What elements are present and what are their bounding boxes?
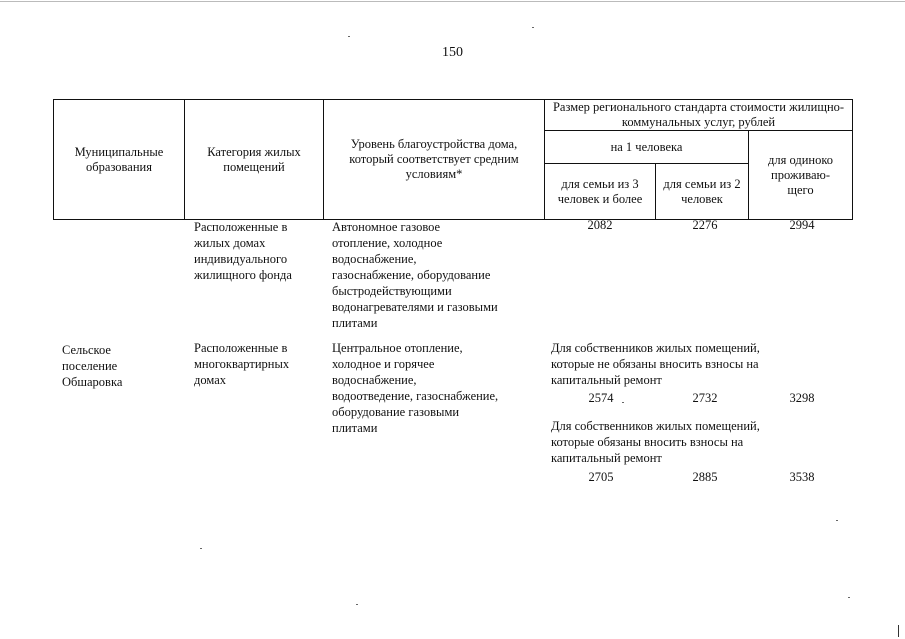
level-line: водоотведение, газоснабжение, [332, 389, 499, 403]
municipality-line: поселение [62, 359, 118, 373]
header-border-right [852, 99, 853, 220]
level-line: Автономное газовое [332, 220, 441, 234]
note-obliged-line: капитальный ремонт [551, 451, 662, 465]
header-border-left [53, 99, 54, 220]
level-line: плитами [332, 421, 378, 435]
header-category: Категория жилых помещений [207, 144, 301, 174]
value-family-2: 2885 [692, 470, 718, 484]
scan-speck [532, 27, 534, 28]
value-single: 2994 [789, 218, 815, 232]
scan-speck [848, 597, 850, 598]
header-single: для одиноко проживаю-щего [767, 152, 834, 197]
scan-speck [622, 402, 624, 403]
category-line: Расположенные в [194, 341, 288, 355]
value-family-3: 2705 [588, 470, 614, 484]
value-family-3: 2574 [588, 391, 614, 405]
level-line: Центральное отопление, [332, 341, 463, 355]
scan-edge-mark [898, 625, 899, 637]
page-number: 150 [442, 45, 463, 60]
header-standard-size: Размер регионального стандарта стоимости жилищно-коммунальных услуг, рублей [552, 100, 845, 129]
level-line: водоснабжение, [332, 252, 417, 266]
category-line: жилых домах [194, 236, 266, 250]
header-per-person: на 1 человека [610, 139, 683, 154]
municipality-line: Сельское [62, 343, 111, 357]
note-not-obliged-line: Для собственников жилых помещений, [551, 341, 760, 355]
level-line: газоснабжение, оборудование [332, 268, 491, 282]
value-family-2: 2732 [692, 391, 718, 405]
scan-speck [348, 36, 350, 37]
category-line: жилищного фонда [194, 268, 292, 282]
value-single: 3298 [789, 391, 815, 405]
header-amenity-level: Уровень благоустройства дома, который соответствует средним условиям* [349, 137, 519, 181]
value-family-3: 2082 [587, 218, 613, 232]
header-municipality: Муниципальные образования [74, 144, 164, 174]
scan-speck [200, 548, 202, 549]
header-border-2 [184, 99, 185, 220]
category-line: Расположенные в [194, 220, 288, 234]
level-line: водоснабжение, [332, 373, 417, 387]
level-line: холодное и горячее [332, 357, 435, 371]
level-line: быстродействующими [332, 284, 452, 298]
note-obliged-line: которые обязаны вносить взносы на [551, 435, 744, 449]
level-line: отопление, холодное [332, 236, 443, 250]
value-single: 3538 [789, 470, 815, 484]
level-line: водонагревателями и газовыми [332, 300, 498, 314]
category-line: многоквартирных [194, 357, 290, 371]
municipality-line: Обшаровка [62, 375, 123, 389]
scan-speck [356, 604, 358, 605]
value-family-2: 2276 [692, 218, 718, 232]
note-not-obliged-line: капитальный ремонт [551, 373, 662, 387]
header-family-2: для семьи из 2 человек [663, 176, 741, 206]
header-border-6 [748, 130, 749, 220]
level-line: оборудование газовыми [332, 405, 460, 419]
category-line: индивидуального [194, 252, 288, 266]
note-obliged-line: Для собственников жилых помещений, [551, 419, 760, 433]
scan-top-edge [0, 1, 905, 2]
scan-speck [836, 520, 838, 521]
note-not-obliged-line: которые не обязаны вносить взносы на [551, 357, 759, 371]
header-border-3 [323, 99, 324, 220]
category-line: домах [194, 373, 226, 387]
header-family-3: для семьи из 3 человек и более [557, 176, 643, 206]
header-border-5 [655, 163, 656, 220]
level-line: плитами [332, 316, 378, 330]
header-border-4 [544, 99, 545, 220]
